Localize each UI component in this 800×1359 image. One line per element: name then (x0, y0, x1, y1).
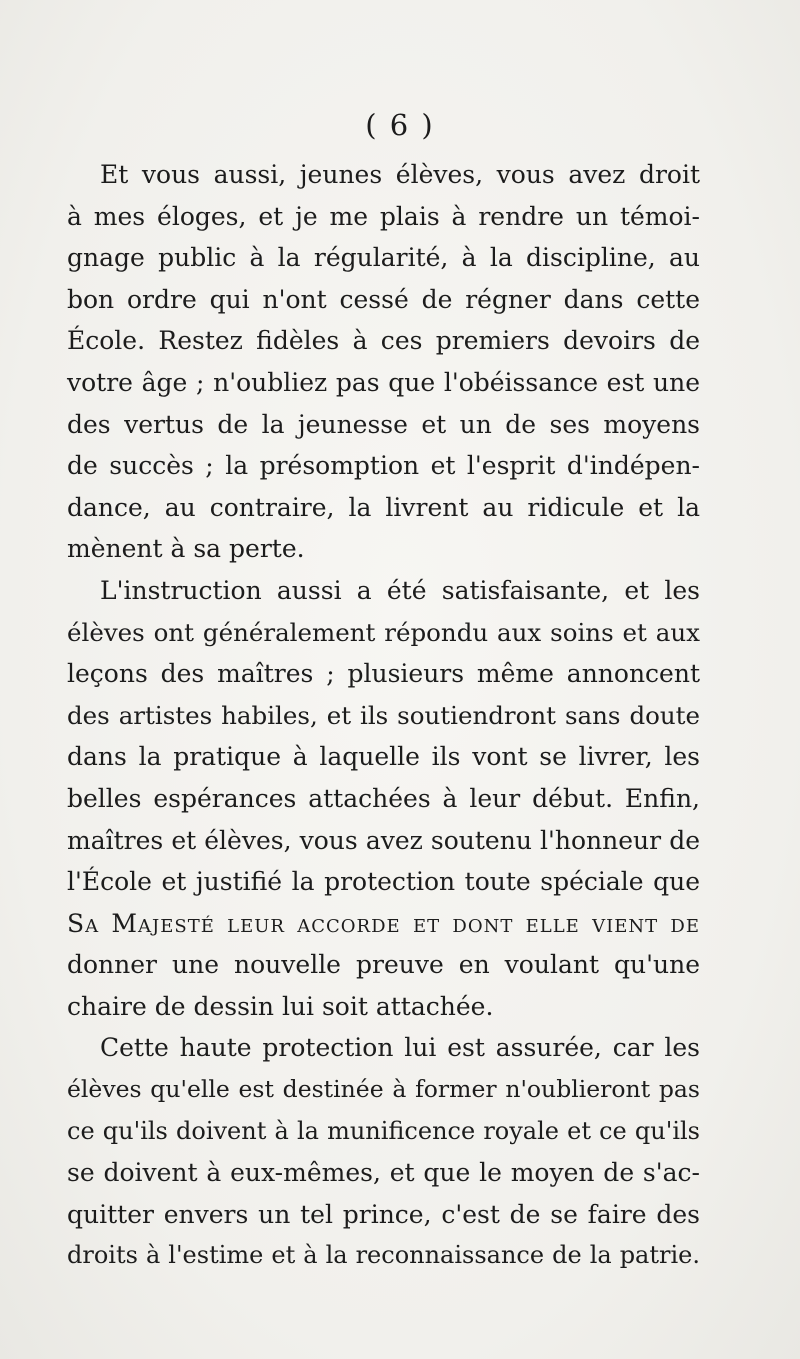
text-line: votre âge ; n'oubliez pas que l'obéissance est une (67, 367, 700, 397)
text-line: élèves qu'elle est destinée à former n'oublieront pas (67, 1075, 700, 1104)
text-line: ce qu'ils doivent à la munificence royale et ce qu'ils (67, 1116, 700, 1145)
text-line: leçons des maîtres ; plusieurs même annoncent (67, 659, 700, 689)
text-line: Et vous aussi, jeunes élèves, vous avez droit (100, 160, 700, 189)
text-line: se doivent à eux-mêmes, et que le moyen de s'ac- (67, 1158, 700, 1188)
text-line: dance, au contraire, la livrent au ridicule et la (67, 492, 700, 522)
text-line: Sa Majesté leur accorde et dont elle vient de (67, 908, 700, 938)
text-line: gnage public à la régularité, à la discipline, au (67, 243, 700, 273)
text-line: maîtres et élèves, vous avez soutenu l'honneur de (67, 825, 700, 855)
page-number: ( 6 ) (365, 108, 435, 142)
text-line: donner une nouvelle preuve en voulant qu'une (67, 950, 700, 980)
text-line: dans la pratique à laquelle ils vont se livrer, les (67, 742, 700, 772)
paragraph-1 (67, 154, 700, 570)
text-line: belles espérances attachées à leur début. Enfin, (67, 783, 700, 813)
paragraph-3 (67, 1027, 700, 1277)
text-line: L'instruction aussi a été satisfaisante, et les (100, 575, 700, 605)
text-line: élèves ont généralement répondu aux soins et aux (67, 617, 700, 647)
body-text (67, 154, 700, 1277)
paragraph-2 (67, 570, 700, 1028)
text-line: l'École et justifié la protection toute spéciale que (67, 867, 700, 897)
text-line: droits à l'estime et à la reconnaissance de la patrie. (67, 1241, 700, 1270)
text-line: des artistes habiles, et ils soutiendront sans doute (67, 700, 700, 730)
text-line: chaire de dessin lui soit attachée. (67, 991, 494, 1021)
text-line: à mes éloges, et je me plais à rendre un témoi- (67, 201, 700, 231)
text-line: mènent à sa perte. (67, 534, 305, 564)
text-line: quitter envers un tel prince, c'est de se faire des (67, 1199, 700, 1229)
text-line: bon ordre qui n'ont cessé de régner dans cette (67, 284, 700, 314)
text-line: des vertus de la jeunesse et un de ses moyens (67, 409, 700, 439)
text-line: de succès ; la présomption et l'esprit d'indépen- (67, 451, 700, 481)
text-line: École. Restez fidèles à ces premiers devoirs de (67, 326, 700, 356)
text-line: Cette haute protection lui est assurée, car les (100, 1033, 700, 1063)
